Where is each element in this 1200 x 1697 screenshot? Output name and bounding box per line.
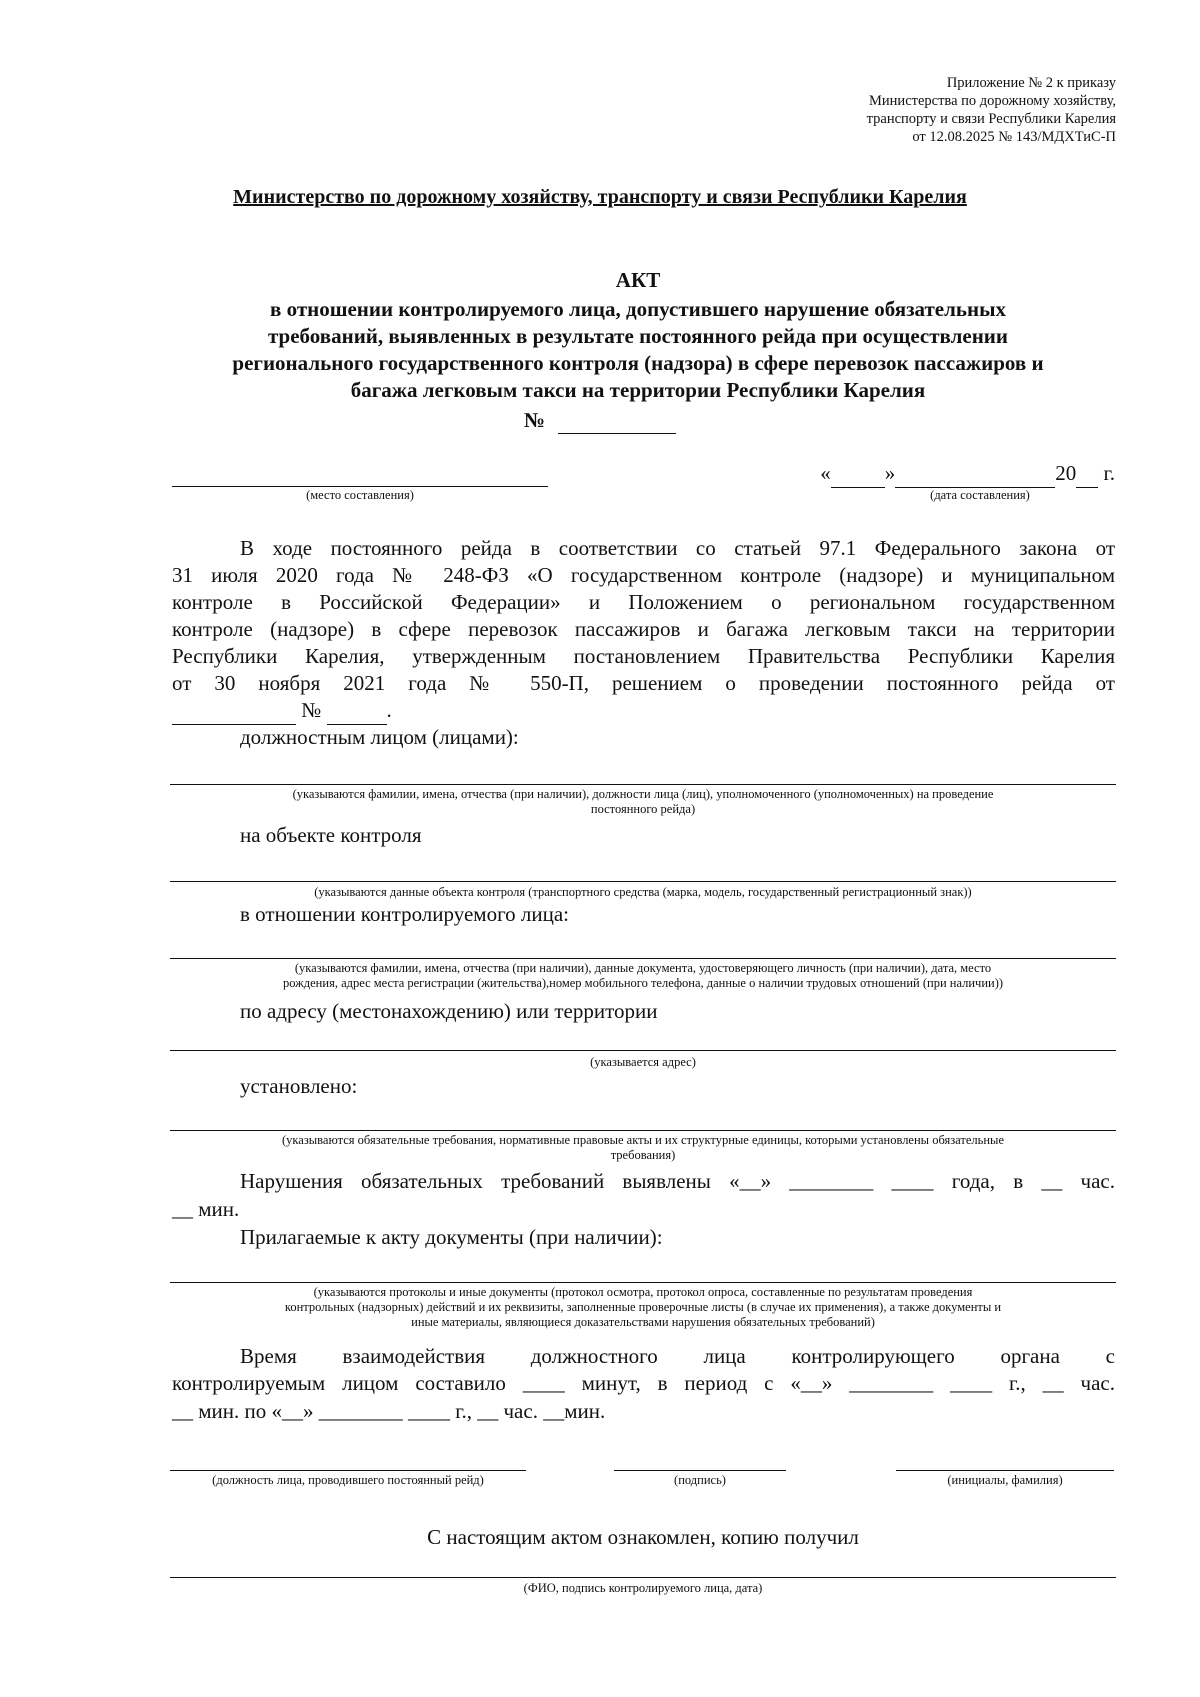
annex-line: транспорту и связи Республики Карелия [866,111,1116,127]
established-caption: (указываются обязательные требования, нормативные правовые акты и их структурные единицы, которыми установлены обязательные требования) [282,1133,1004,1162]
annex-line: Приложение № 2 к приказу [946,75,1116,91]
person-line[interactable] [170,958,1116,959]
interaction-line: Время взаимодействия должностного лица контролирующего органа с [240,1344,1115,1368]
object-label: на объекте контроля [240,823,422,847]
title-line: регионального государственного контроля (надзора) в сфере перевозок пассажиров и [232,351,1044,375]
intro-line: от 30 ноября 2021 года № 550-П, решением о проведении постоянного рейда от [172,671,1115,695]
person-label: в отношении контролируемого лица: [240,902,570,926]
title-line: багажа легковым такси на территории Республики Карелия [350,378,926,402]
acknowledgement-line[interactable] [170,1577,1116,1578]
person-caption: (указываются фамилии, имена, отчества (при наличии), данные документа, удостоверяющего личность (при наличии), дата, место рождения, адрес места регистрации (жительства),номер мобильного телефона, данные о наличии трудовых отношений (при наличии)) [282,961,1004,990]
interaction-line: __ мин. по «__» ________ ____ г., __ час. __мин. [172,1399,606,1423]
date-field[interactable]: « » 20 г. [770,460,1115,488]
officials-label: должностным лицом (лицами): [240,725,519,749]
address-label: по адресу (местонахождению) или территории [240,999,658,1023]
attachments-line[interactable] [170,1282,1116,1283]
acknowledgement-text: С настоящим актом ознакомлен, копию получил [427,1525,859,1549]
officials-line[interactable] [170,784,1116,785]
title-line: требований, выявленных в результате постоянного рейда при осуществлении [267,324,1009,348]
position-caption: (должность лица, проводившего постоянный рейд) [212,1473,484,1487]
ministry-header: Министерство по дорожному хозяйству, транспорту и связи Республики Карелия [233,186,967,208]
title-act: АКТ [615,268,661,292]
attachments-label: Прилагаемые к акту документы (при наличии): [240,1225,663,1249]
established-line[interactable] [170,1130,1116,1131]
number-sign: № [523,408,545,432]
annex-block [867,74,1116,146]
name-line[interactable] [896,1470,1114,1471]
address-line[interactable] [170,1050,1116,1051]
act-number-blank[interactable] [558,408,676,434]
object-caption: (указываются данные объекта контроля (транспортного средства (марка, модель, государственный регистрационный знак)) [314,885,972,899]
intro-line: контроле (надзоре) в сфере перевозок пассажиров и багажа легковым такси на территории [172,617,1115,641]
attachments-caption: (указываются протоколы и иные документы (протокол осмотра, протокол опроса, составленные по результатам проведения контрольных (надзорных) действий и их реквизиты, заполненные проверочные листы (в случае их применения), а также документы и иные материалы, являющиеся доказательствами нарушения обязательных требований) [284,1285,1002,1329]
intro-line: В ходе постоянного рейда в соответствии со статьей 97.1 Федерального закона от [240,536,1115,560]
annex-line: Министерства по дорожному хозяйству, [869,93,1116,109]
place-caption: (место составления) [306,488,414,502]
acknowledgement-caption: (ФИО, подпись контролируемого лица, дата) [523,1581,763,1595]
intro-line: 31 июля 2020 года № 248-ФЗ «О государственном контроле (надзоре) и муниципальном [172,563,1115,587]
object-line[interactable] [170,881,1116,882]
document-title [160,267,1116,404]
officials-caption: (указываются фамилии, имена, отчества (при наличии), должности лица (лиц), уполномоченного (уполномоченных) на проведение постоянного рейда) [292,787,994,816]
intro-line: контроле в Российской Федерации» и Положением о региональном государственном [172,590,1115,614]
intro-line-decision: № . [172,697,392,725]
name-caption: (инициалы, фамилия) [947,1473,1063,1487]
violations-line: Нарушения обязательных требований выявлены «__» ________ ____ года, в __ час. [240,1169,1115,1193]
established-label: установлено: [240,1074,358,1098]
violations-line: __ мин. [172,1197,240,1221]
address-caption: (указывается адрес) [590,1055,696,1069]
signature-caption: (подпись) [674,1473,726,1487]
intro-line: Республики Карелия, утвержденным постановлением Правительства Республики Карелия [172,644,1115,668]
signature-line[interactable] [614,1470,786,1471]
decision-date-blank[interactable] [172,697,296,725]
position-line[interactable] [170,1470,526,1471]
decision-number-blank[interactable] [327,697,387,725]
date-caption: (дата составления) [930,488,1030,502]
interaction-line: контролируемым лицом составило ____ минут, в период с «__» ________ ____ г., __ час. [172,1371,1115,1395]
place-line[interactable] [172,486,548,487]
act-number [0,408,1200,434]
title-line: в отношении контролируемого лица, допустившего нарушение обязательных [270,297,1006,321]
annex-line: от 12.08.2025 № 143/МДХТиС-П [912,129,1116,145]
